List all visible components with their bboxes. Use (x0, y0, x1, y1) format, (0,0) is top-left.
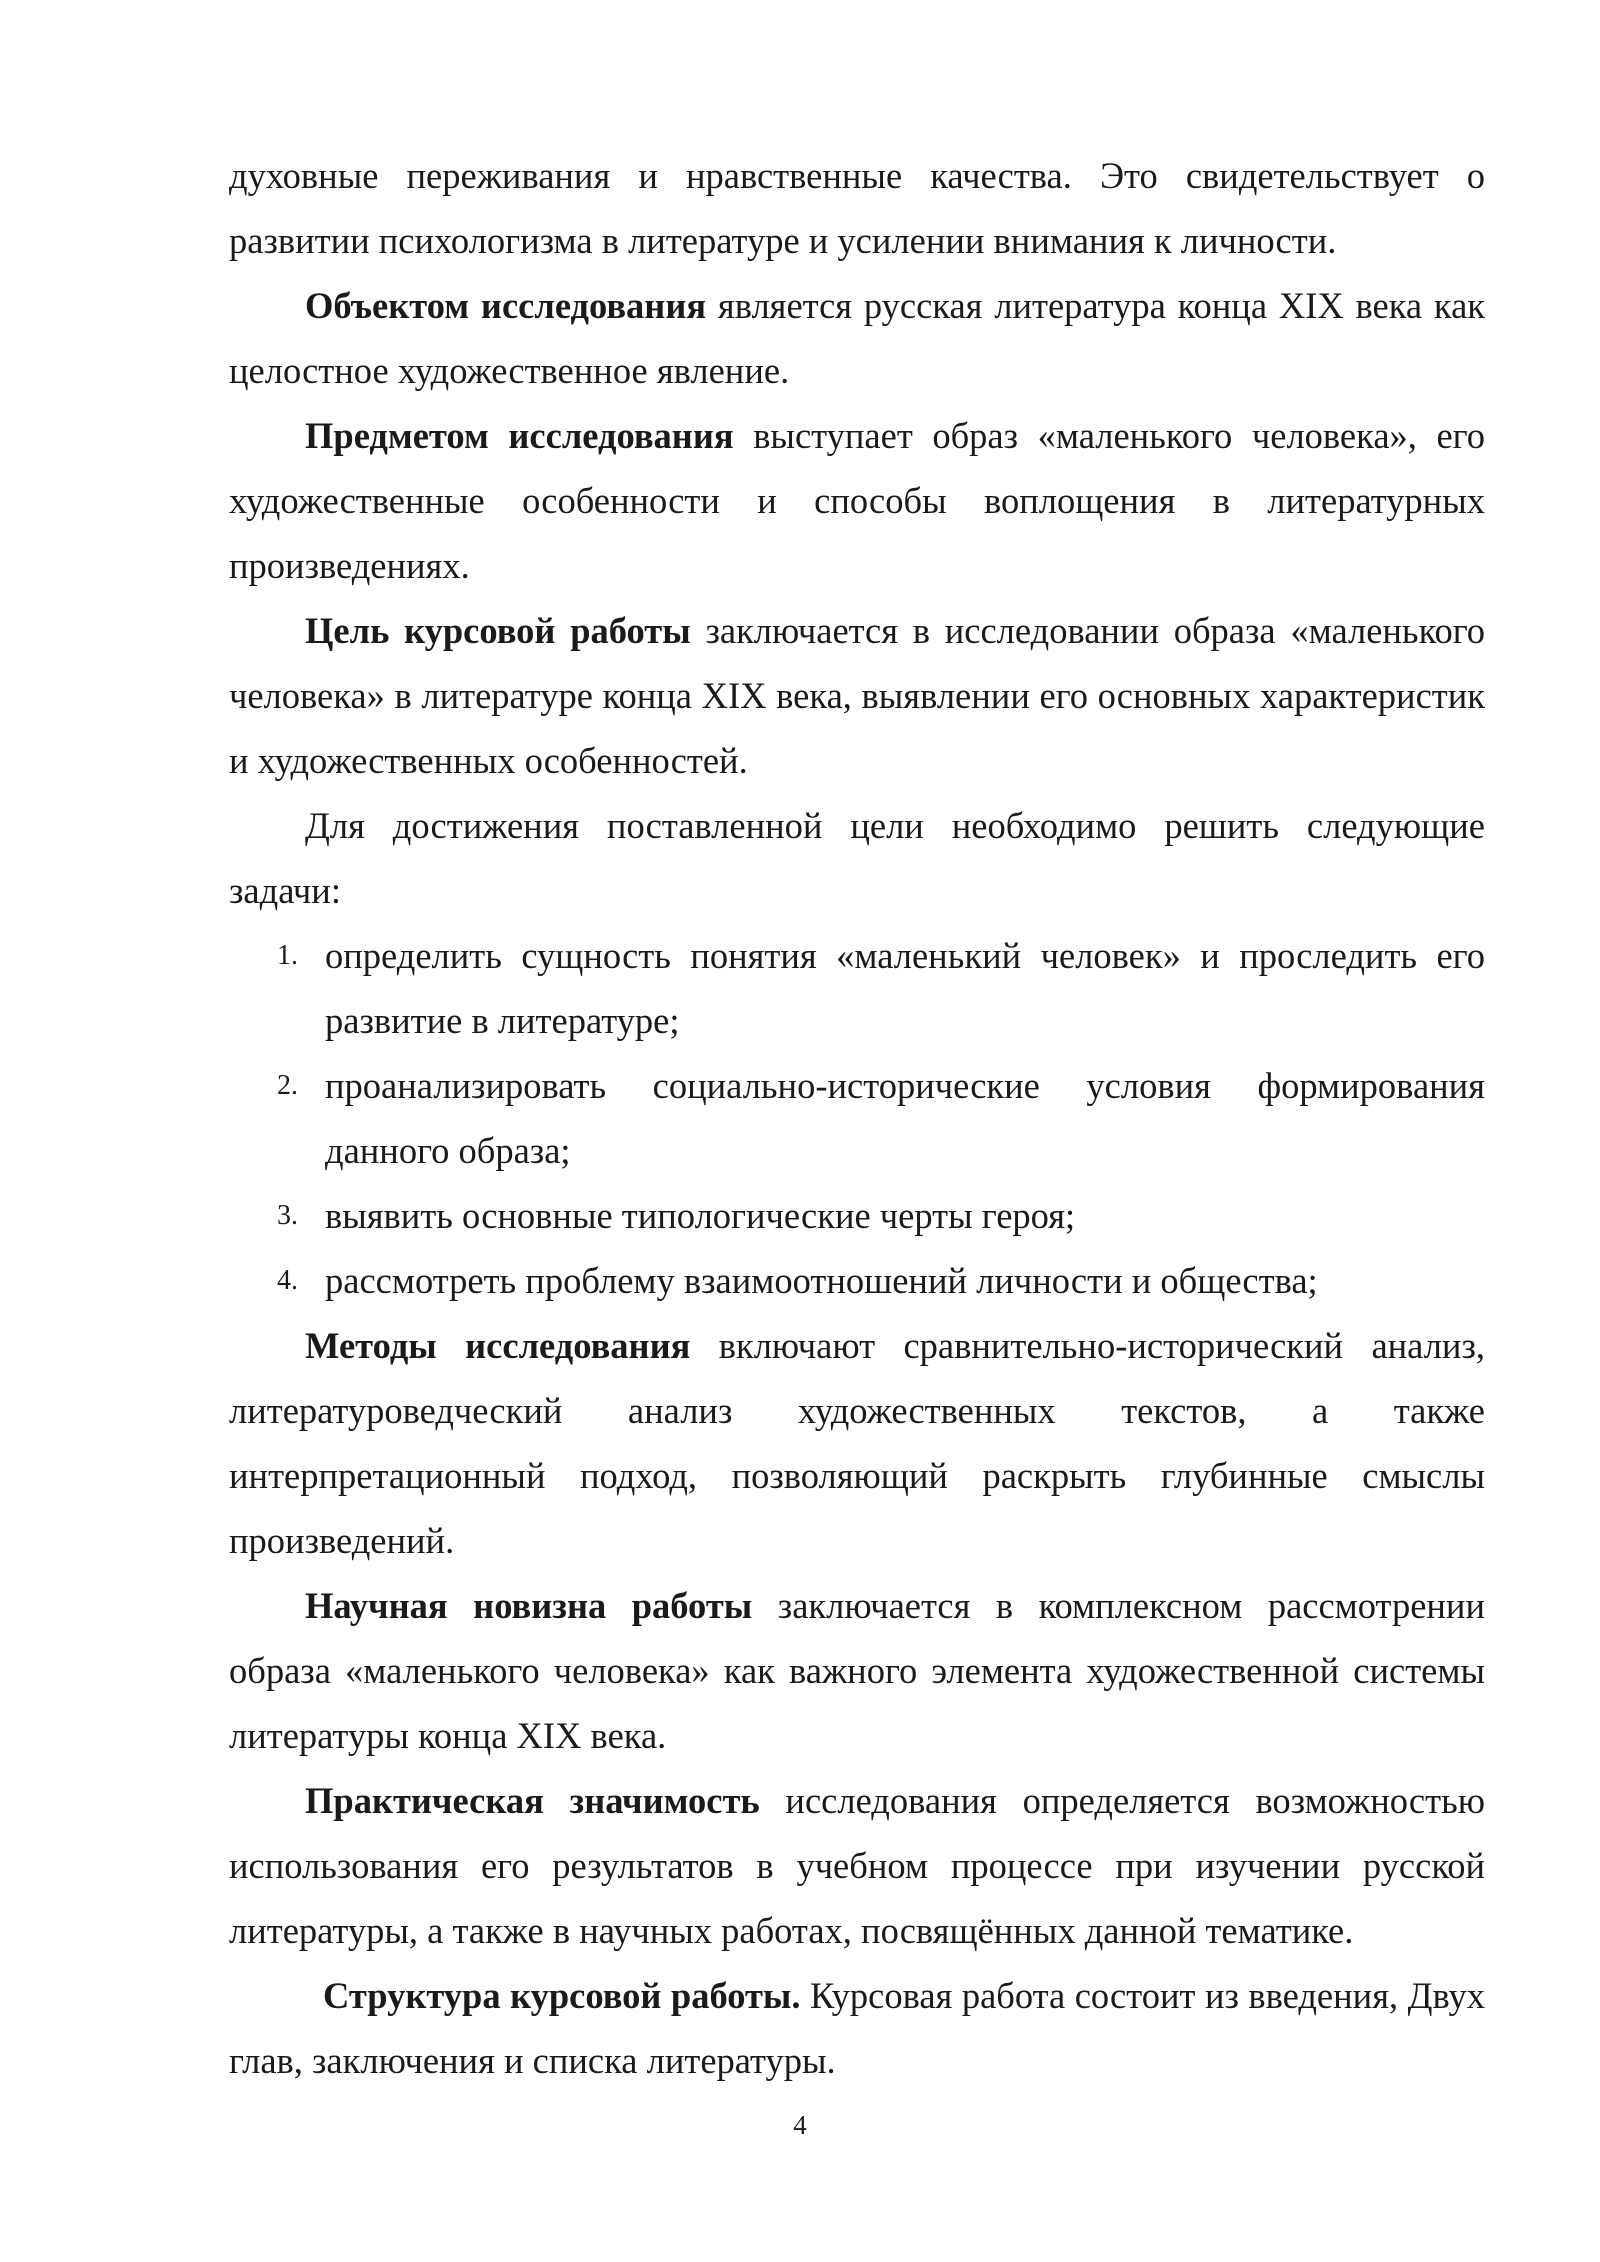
paragraph-structure (229, 1963, 1485, 2093)
list-item-text: рассмотреть проблему взаимоотношений личности и общества; (325, 1260, 1318, 1301)
paragraph-text: Курсовая работа состоит из введения, Двух глав, заключения и списка литературы. (229, 1975, 1485, 2081)
paragraph-subject (229, 403, 1485, 598)
paragraph-novelty (229, 1573, 1485, 1768)
paragraph-continuation (229, 143, 1485, 273)
paragraph-text: является русская литература конца XIX века как целостное художественное явление. (229, 285, 1486, 391)
paragraph-text: духовные переживания и нравственные качества. Это свидетельствует о развитии психологизма в литературе и усилении внимания к личности. (229, 155, 1485, 261)
paragraph-text: исследования определяется возможностью использования его результатов в учебном процессе при изучении русской литературы, а также в научных работах, посвящённых данной тематике. (229, 1780, 1485, 1951)
term-subject: Предметом исследования (305, 415, 734, 456)
list-item-number: 4. (277, 1265, 298, 1296)
page-number: 4 (793, 2110, 807, 2140)
paragraph-methods (229, 1313, 1485, 1573)
list-item-text: проанализировать социально-исторические условия формирования данного образа; (325, 1065, 1485, 1171)
list-item (229, 923, 1485, 1053)
term-novelty: Научная новизна работы (305, 1585, 753, 1626)
paragraph-significance (229, 1768, 1485, 1963)
paragraph-text: заключается в комплексном рассмотрении образа «маленького человека» как важного элемента художественной системы литературы конца XIX века. (229, 1585, 1485, 1756)
paragraph-text: Для достижения поставленной цели необходимо решить следующие задачи: (229, 805, 1485, 911)
paragraph-goal (229, 598, 1485, 793)
term-structure: Структура курсовой работы. (323, 1975, 801, 2016)
paragraph-text: заключается в исследовании образа «маленького человека» в литературе конца XIX века, выявлении его основных характеристик и художественных особенностей. (229, 610, 1486, 781)
page-body (229, 143, 1485, 2093)
paragraph-text: выступает образ «маленького человека», его художественные особенности и способы воплощения в литературных произведениях. (229, 415, 1485, 586)
list-item-text: определить сущность понятия «маленький человек» и проследить его развитие в литературе; (325, 935, 1485, 1041)
term-object: Объектом исследования (305, 285, 707, 326)
paragraph-tasks-intro (229, 793, 1485, 923)
term-methods: Методы исследования (305, 1325, 691, 1366)
tasks-list (229, 923, 1485, 1313)
term-goal: Цель курсовой работы (305, 610, 691, 651)
list-item-number: 1. (277, 940, 298, 971)
list-item-number: 3. (277, 1200, 298, 1231)
paragraph-object (229, 273, 1485, 403)
paragraph-text: включают сравнительно-исторический анализ, литературоведческий анализ художественных текстов, а также интерпретационный подход, позволяющий раскрыть глубинные смыслы произведений. (229, 1325, 1485, 1561)
list-item (229, 1053, 1485, 1183)
term-significance: Практическая значимость (305, 1780, 760, 1821)
list-item-number: 2. (277, 1070, 298, 1101)
list-item-text: выявить основные типологические черты героя; (325, 1195, 1076, 1236)
list-item (229, 1183, 1485, 1248)
list-item (229, 1248, 1485, 1313)
